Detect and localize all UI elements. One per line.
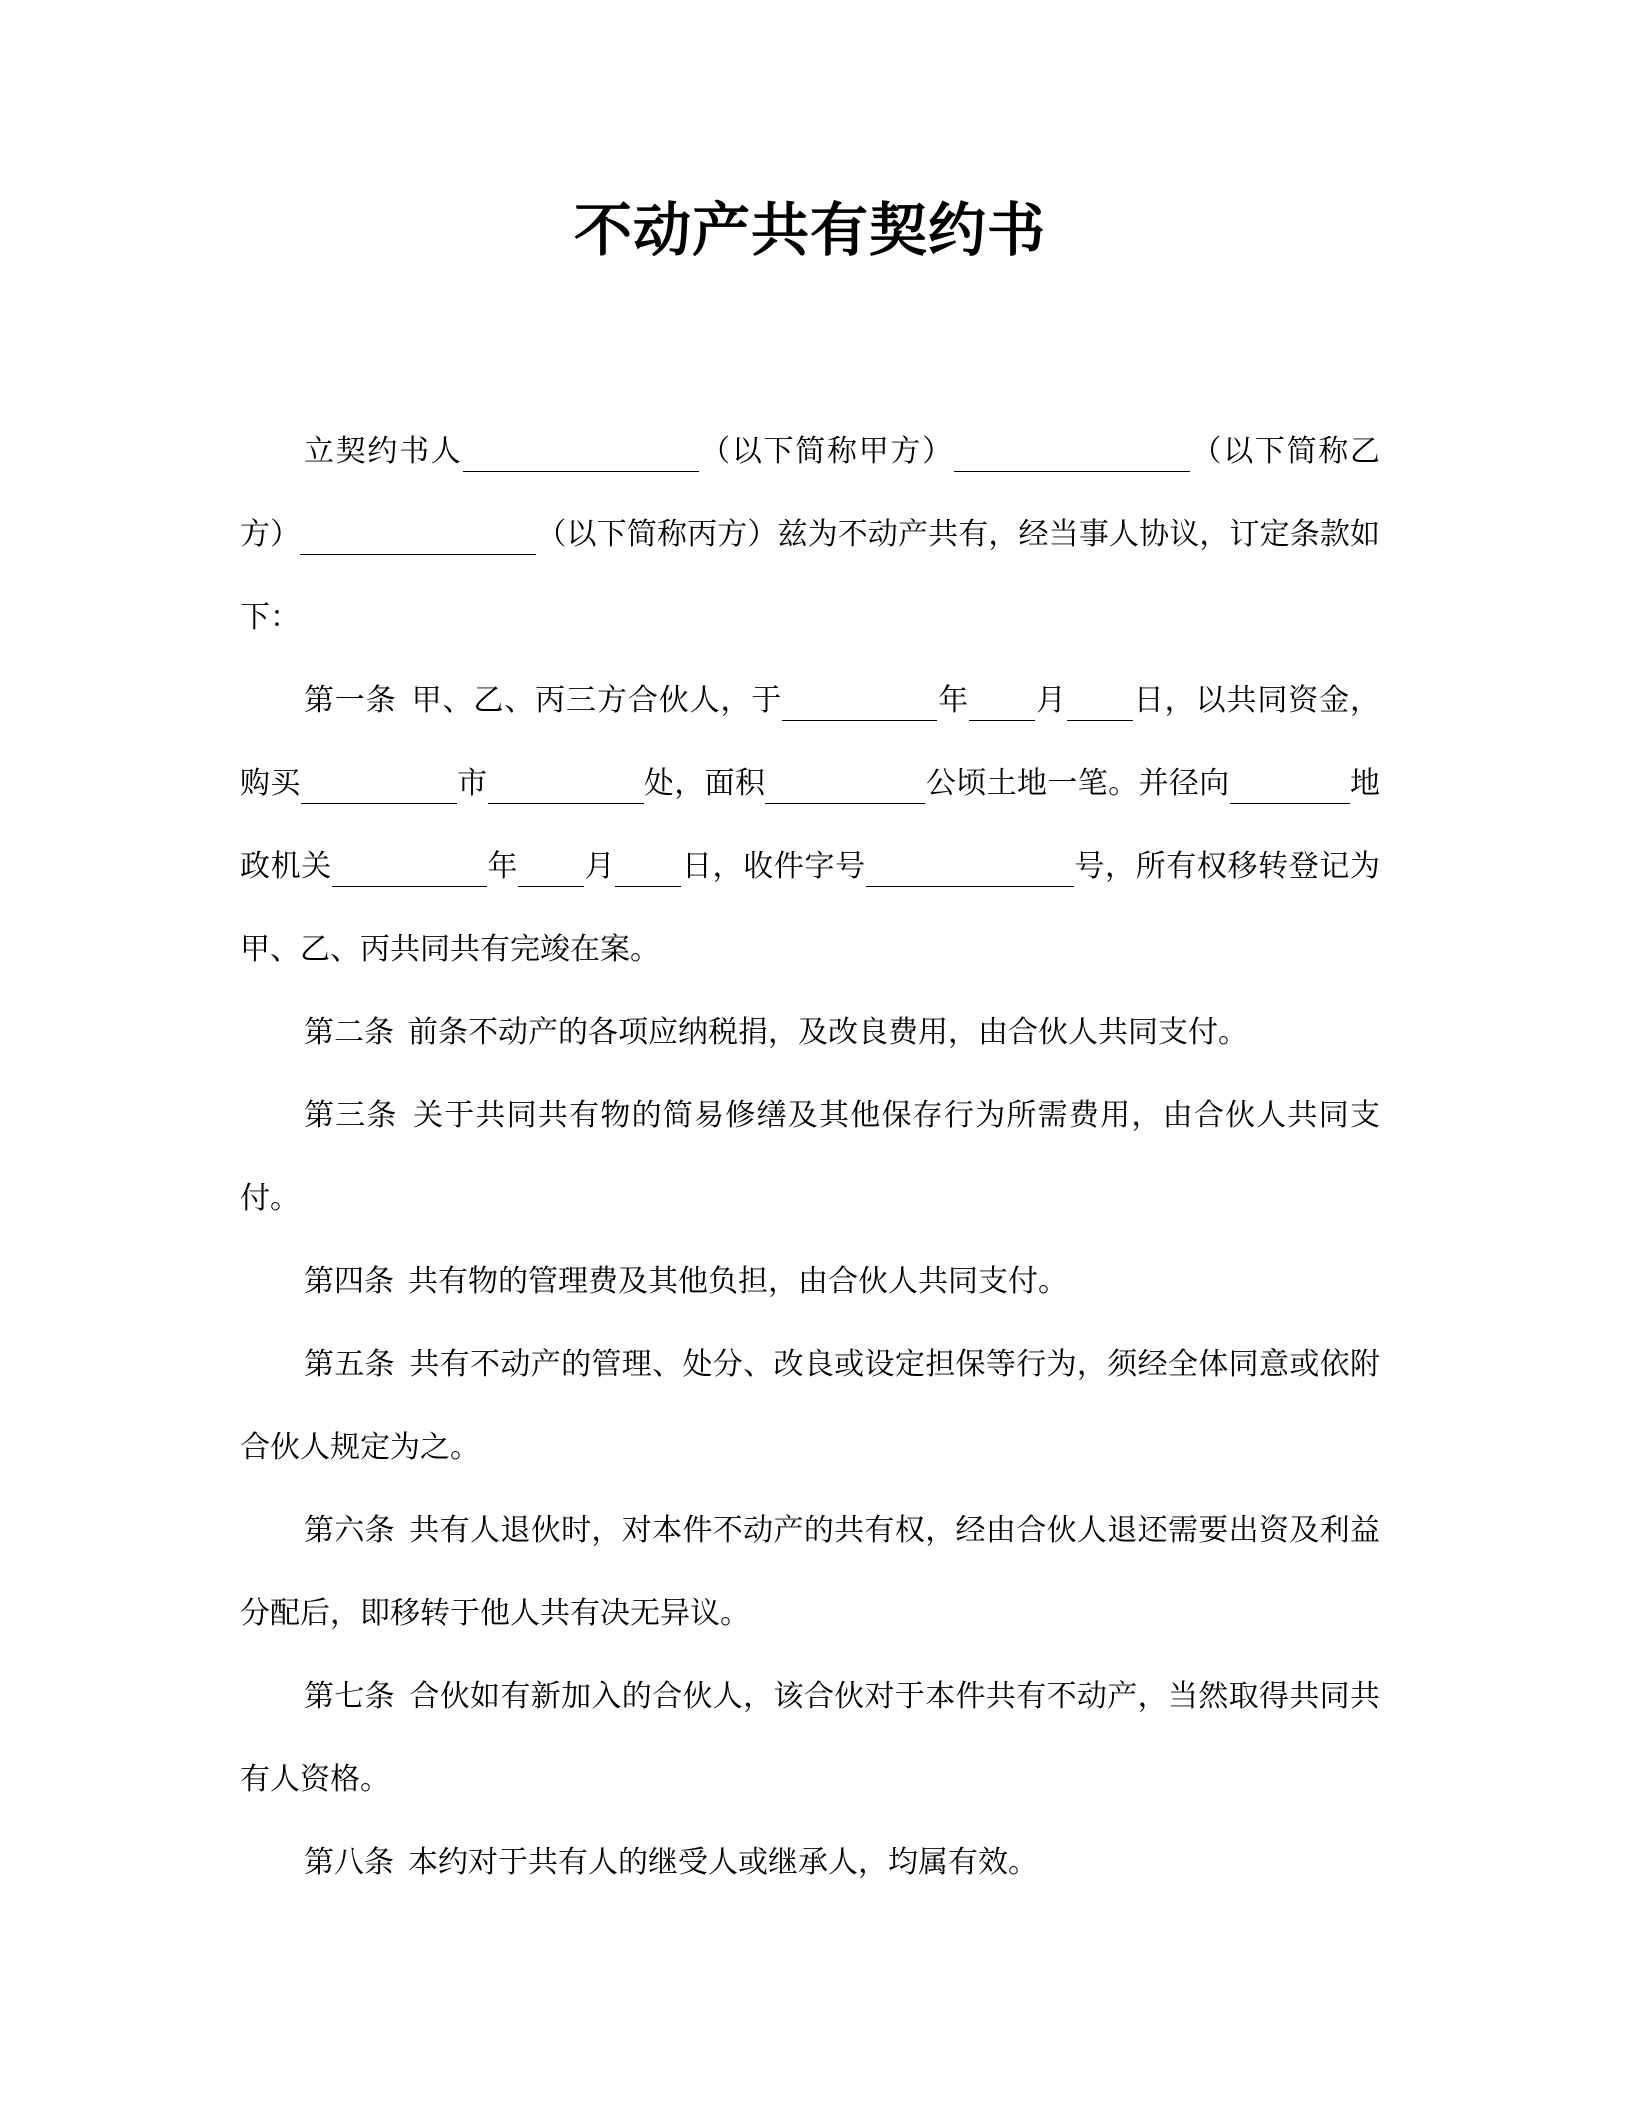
article-label: 第一条 — [304, 683, 397, 718]
article-text: 日，收件字号 — [681, 849, 866, 884]
article-text: 年 — [486, 849, 519, 884]
article-text: 号，所有权移转登记为甲、乙、丙共同共有完竣在案。 — [240, 849, 1380, 967]
area-blank — [765, 770, 925, 804]
document-page — [240, 0, 1380, 2112]
article-paragraph — [240, 1074, 1380, 1240]
article-text: 共有不动产的管理、处分、改良或设定担保等行为，须经全体同意或依附合伙人规定为之。 — [240, 1347, 1381, 1465]
article-label: 第六条 — [304, 1513, 396, 1548]
registration-month-blank — [518, 853, 584, 887]
article-paragraph — [240, 1489, 1380, 1655]
preamble-paragraph — [240, 410, 1380, 659]
article-label: 第三条 — [304, 1098, 398, 1133]
registration-day-blank — [615, 853, 681, 887]
document-title: 不动产共有契约书 — [573, 196, 1046, 264]
article-text: 月 — [1035, 683, 1067, 718]
city-blank — [301, 770, 457, 804]
purchase-day-blank — [1067, 687, 1133, 721]
party-a-name-blank — [463, 438, 699, 472]
purchase-month-blank — [969, 687, 1035, 721]
article-label: 第四条 — [304, 1264, 394, 1299]
preamble-text: （以下简称丙方）兹为不动产共有，经当事人协议，订定条款如下： — [240, 517, 1381, 635]
document-body — [240, 410, 1380, 1904]
article-paragraph — [240, 659, 1380, 991]
article-paragraph — [240, 1655, 1380, 1821]
article-text: 共有人退伙时，对本件不动产的共有权，经由合伙人退还需要出资及利益分配后，即移转于他人共有决无异议。 — [240, 1513, 1381, 1631]
preamble-text: （以下简称乙方） — [240, 434, 1381, 552]
document-number-blank — [866, 853, 1074, 887]
article-text: 地政机关 — [240, 766, 1381, 884]
article-paragraph — [240, 1240, 1380, 1323]
location-blank — [488, 770, 644, 804]
party-b-name-blank — [954, 438, 1190, 472]
article-text: 公顷土地一笔。并径向 — [925, 766, 1230, 801]
article-text: 日，以共同资金，购买 — [240, 683, 1381, 801]
article-text: 月 — [584, 849, 616, 884]
party-c-name-blank — [300, 521, 536, 555]
preamble-text: 立契约书人 — [304, 434, 463, 469]
article-text: 处，面积 — [643, 766, 766, 801]
article-text: 前条不动产的各项应纳税捐，及改良费用，由合伙人共同支付。 — [408, 1015, 1248, 1050]
article-text: 市 — [456, 766, 488, 801]
agency-blank — [1230, 770, 1350, 804]
article-text: 共有物的管理费及其他负担，由合伙人共同支付。 — [408, 1264, 1068, 1299]
article-label: 第八条 — [304, 1845, 394, 1880]
article-paragraph — [240, 1323, 1380, 1489]
article-label: 第五条 — [304, 1347, 396, 1382]
registration-year-blank — [332, 853, 487, 887]
article-paragraph — [240, 1821, 1380, 1904]
article-text: 关于共同共有物的简易修缮及其他保存行为所需费用，由合伙人共同支付。 — [240, 1098, 1381, 1216]
article-text: 甲、乙、丙三方合伙人，于 — [410, 683, 783, 718]
article-text: 本约对于共有人的继受人或继承人，均属有效。 — [408, 1845, 1038, 1880]
preamble-text: （以下简称甲方） — [698, 434, 954, 469]
article-text: 合伙如有新加入的合伙人，该合伙对于本件共有不动产，当然取得共同共有人资格。 — [240, 1679, 1381, 1797]
purchase-year-blank — [782, 687, 937, 721]
article-paragraph — [240, 991, 1380, 1074]
article-label: 第二条 — [304, 1015, 394, 1050]
article-text: 年 — [937, 683, 970, 718]
article-label: 第七条 — [304, 1679, 396, 1714]
